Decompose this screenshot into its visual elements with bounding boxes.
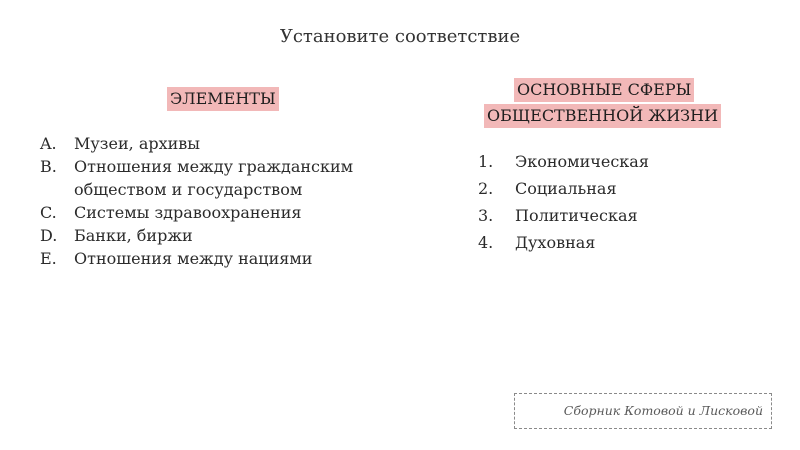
elements-list-item (40, 155, 420, 201)
elements-heading: ЭЛЕМЕНТЫ (167, 87, 279, 111)
elements-item-text: Отношения между нациями (74, 249, 313, 268)
elements-item-text: Банки, биржи (74, 226, 193, 245)
spheres-list-item (478, 150, 778, 173)
spheres-item-marker: 4. (478, 233, 494, 252)
elements-item-marker: C. (40, 203, 57, 222)
elements-item-marker: E. (40, 249, 57, 268)
elements-item-text: Отношения между гражданским обществом и государством (74, 157, 354, 199)
spheres-item-text: Социальная (515, 179, 617, 198)
elements-item-marker: D. (40, 226, 58, 245)
spheres-list-item (478, 231, 778, 254)
elements-list-item (40, 224, 420, 247)
elements-item-marker: B. (40, 157, 57, 176)
elements-list (40, 132, 420, 270)
spheres-item-text: Духовная (515, 233, 596, 252)
elements-list-item (40, 247, 420, 270)
spheres-item-marker: 1. (478, 152, 494, 171)
elements-list-item (40, 132, 420, 155)
source-caption: Сборник Котовой и Лисковой (514, 393, 772, 429)
spheres-heading-line1: ОСНОВНЫЕ СФЕРЫ (514, 78, 694, 102)
elements-item-text: Музеи, архивы (74, 134, 201, 153)
spheres-list-item (478, 204, 778, 227)
spheres-item-marker: 2. (478, 179, 494, 198)
spheres-item-marker: 3. (478, 206, 494, 225)
spheres-item-text: Экономическая (515, 152, 649, 171)
elements-list-item (40, 201, 420, 224)
slide-title: Установите соответствие (279, 26, 521, 47)
elements-item-text: Системы здравоохранения (74, 203, 302, 222)
spheres-item-text: Политическая (515, 206, 638, 225)
spheres-list-item (478, 177, 778, 200)
spheres-list (478, 150, 778, 258)
elements-item-marker: A. (40, 134, 57, 153)
spheres-heading-line2: ОБЩЕСТВЕННОЙ ЖИЗНИ (484, 104, 721, 128)
